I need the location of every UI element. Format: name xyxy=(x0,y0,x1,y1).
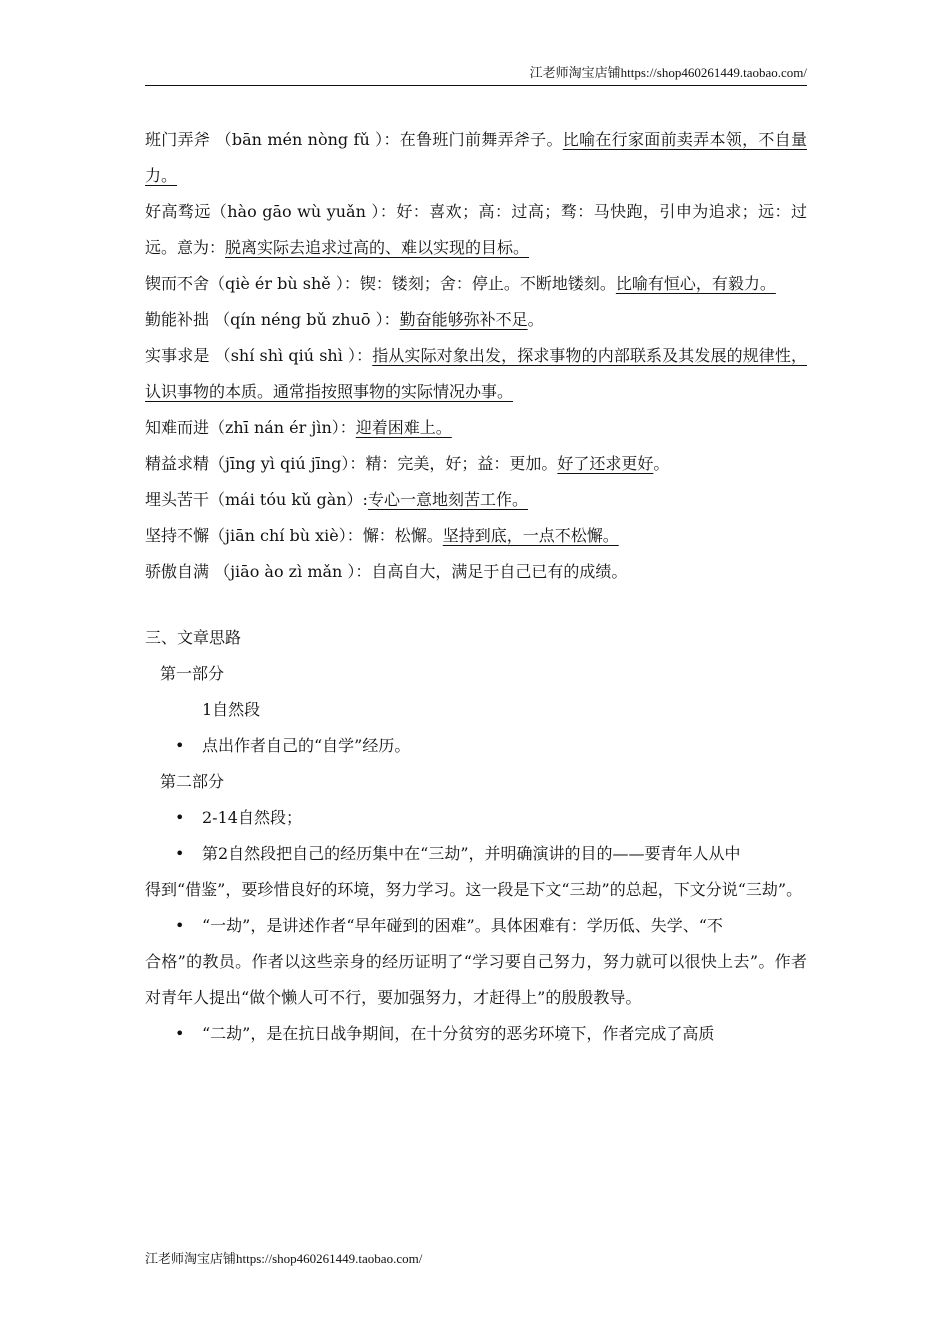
idiom-explanation: 精：完美，好；益：更加。 xyxy=(365,454,558,473)
list-item xyxy=(145,800,807,836)
idiom-entry xyxy=(145,554,807,590)
header-shop-link[interactable]: 江老师淘宝店铺https://shop460261449.taobao.com/ xyxy=(529,65,807,80)
idiom-word: 坚持不懈（jiān chí bù xiè）： xyxy=(145,526,363,545)
idiom-meaning: 迎着困难上。 xyxy=(355,418,452,437)
idiom-word: 精益求精（jīng yì qiú jīng）： xyxy=(145,454,366,473)
idiom-entry xyxy=(145,266,807,302)
idiom-word: 埋头苦干（mái tóu kǔ gàn）: xyxy=(145,490,368,509)
idiom-word: 知难而进（zhī nán ér jìn）： xyxy=(145,418,356,437)
idiom-meaning: 好了还求更好 xyxy=(557,454,654,473)
idiom-meaning: 脱离实际去追求过高的、难以实现的目标。 xyxy=(225,238,530,257)
idiom-word: 锲而不舍（qiè ér bù shě ）： xyxy=(145,274,360,293)
list-item-text: 第2自然段把自己的经历集中在“三劫”，并明确演讲的目的——要青年人从中 xyxy=(202,844,741,863)
list-item-text: 点出作者自己的“自学”经历。 xyxy=(202,736,411,755)
part-two-title: 第二部分 xyxy=(160,772,225,791)
list-item xyxy=(145,908,807,944)
header-divider xyxy=(145,85,807,86)
continuation-paragraph: 得到“借鉴”，要珍惜良好的环境，努力学习。这一段是下文“三劫”的总起，下文分说“三劫”。 xyxy=(145,880,803,899)
idiom-entry xyxy=(145,446,807,482)
bullet-icon: • xyxy=(175,808,185,827)
list-item-text: “二劫”，是在抗日战争期间，在十分贫穷的恶劣环境下，作者完成了高质 xyxy=(202,1024,715,1043)
idiom-word: 骄傲自满 （jiāo ào zì mǎn ）： xyxy=(145,562,372,581)
idiom-tail: 。 xyxy=(527,310,544,329)
idiom-meaning: 比喻有恒心，有毅力。 xyxy=(615,274,776,293)
idiom-meaning: 指从实际对象出发，探求事物的内部联系及其发展的规律性，认识事物的本质。通常指按照事物的实际情况办事。 xyxy=(145,346,807,401)
list-item xyxy=(145,836,807,872)
document-body xyxy=(145,122,807,1052)
idiom-meaning: 专心一意地刻苦工作。 xyxy=(367,490,528,509)
bullet-icon: • xyxy=(175,1024,185,1043)
footer-shop-link[interactable]: 江老师淘宝店铺https://shop460261449.taobao.com/ xyxy=(145,1251,423,1266)
idiom-entry xyxy=(145,302,807,338)
bullet-icon: • xyxy=(175,916,185,935)
idiom-entry xyxy=(145,518,807,554)
idiom-entry xyxy=(145,338,807,410)
idiom-entry xyxy=(145,122,807,194)
idiom-explanation: 好：喜欢；高：过高；骛：马快跑，引申为追求；远：过远。意为： xyxy=(145,202,807,257)
idiom-word: 好高骛远（hào gāo wù yuǎn ）： xyxy=(145,202,397,221)
list-item xyxy=(145,1016,807,1052)
list-item-text: “一劫”，是讲述作者“早年碰到的困难”。具体困难有：学历低、失学、“不 xyxy=(202,916,723,935)
idiom-word: 勤能补拙 （qín néng bǔ zhuō ）： xyxy=(145,310,400,329)
idiom-entry xyxy=(145,194,807,266)
idiom-word: 班门弄斧 （bān mén nòng fǔ ）： xyxy=(145,130,400,149)
idiom-entry xyxy=(145,410,807,446)
section-title: 三、文章思路 xyxy=(145,628,242,647)
idiom-explanation: 懈：松懈。 xyxy=(362,526,443,545)
section-gap xyxy=(145,590,807,620)
idiom-meaning: 坚持到底，一点不松懈。 xyxy=(442,526,619,545)
idiom-meaning: 比喻在行家面前卖弄本领，不自量力。 xyxy=(145,130,807,185)
part-one-paragraph-range: 1自然段 xyxy=(202,700,261,719)
idiom-meaning: 勤奋能够弥补不足 xyxy=(399,310,528,329)
continuation-paragraph: 合格”的教员。作者以这些亲身的经历证明了“学习要自己努力，努力就可以很快上去”。作者对青年人提出“做个懒人可不行，要加强努力，才赶得上”的殷殷教导。 xyxy=(145,952,807,1007)
bullet-icon: • xyxy=(175,736,185,755)
bullet-icon: • xyxy=(175,844,185,863)
page-footer xyxy=(145,1250,422,1268)
idiom-tail: 。 xyxy=(653,454,670,473)
idiom-explanation: 在鲁班门前舞弄斧子。 xyxy=(399,130,563,149)
idiom-explanation: 自高自大，满足于自己已有的成绩。 xyxy=(371,562,628,581)
idiom-explanation: 锲：镂刻；舍：停止。不断地镂刻。 xyxy=(359,274,616,293)
list-item xyxy=(145,728,807,764)
idiom-entry xyxy=(145,482,807,518)
page-header xyxy=(145,64,807,82)
part-one-title: 第一部分 xyxy=(160,664,225,683)
list-item-text: 2-14自然段； xyxy=(202,808,302,827)
idiom-word: 实事求是 （shí shì qiú shì ）： xyxy=(145,346,373,365)
